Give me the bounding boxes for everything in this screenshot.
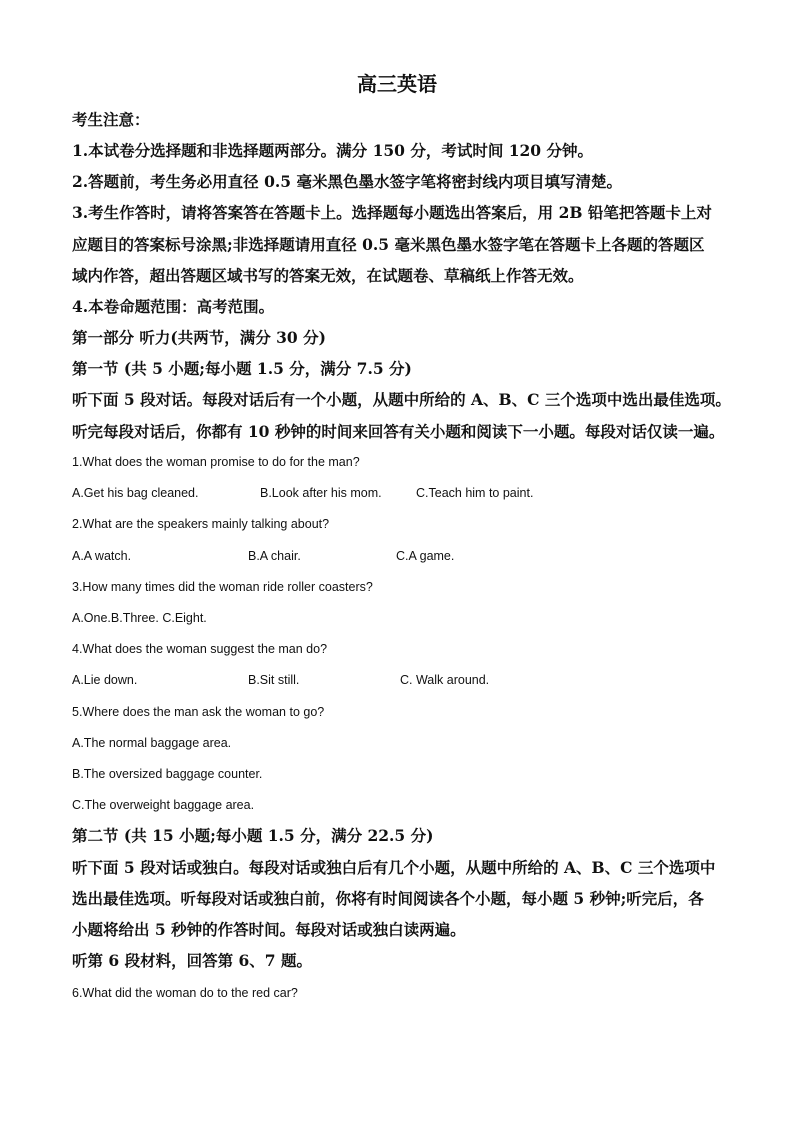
q4-option-a: A.Lie down.: [72, 673, 138, 687]
q2-option-b: B.A chair.: [248, 549, 301, 563]
q2-option-c: C.A game.: [396, 549, 455, 563]
q2-option-a: A.A watch.: [72, 549, 132, 563]
section1-heading: 第一节 (共 5 小题;每小题 1.5 分，满分 7.5 分): [72, 359, 412, 378]
page-title: 高三英语: [357, 72, 437, 96]
notice-item: 4.本卷命题范围：高考范围。: [72, 297, 275, 316]
q5-option-c: C.The overweight baggage area.: [72, 798, 255, 812]
section2-heading: 第二节 (共 15 小题;每小题 1.5 分，满分 22.5 分): [72, 826, 434, 845]
q1-option-c: C.Teach him to paint.: [416, 486, 534, 500]
part1-heading: 第一部分 听力(共两节，满分 30 分): [72, 328, 326, 347]
q1-option-a: A.Get his bag cleaned.: [72, 486, 199, 500]
q5-option-b: B.The oversized baggage counter.: [72, 767, 263, 781]
question-5: 5.Where does the man ask the woman to go?: [72, 705, 325, 719]
q5-option-a: A.The normal baggage area.: [72, 736, 232, 750]
question-4: 4.What does the woman suggest the man do?: [72, 642, 328, 656]
notice-heading: 考生注意：: [72, 110, 150, 129]
notice-item: 2.答题前，考生务必用直径 0.5 毫米黑色墨水签字笔将密封线内项目填写清楚。: [72, 172, 622, 191]
q4-option-c: C. Walk around.: [400, 673, 490, 687]
question-6: 6.What did the woman do to the red car?: [72, 986, 298, 1000]
question-2: 2.What are the speakers mainly talking about?: [72, 517, 330, 531]
q4-option-b: B.Sit still.: [248, 673, 300, 687]
q3-options: A.One.B.Three. C.Eight.: [72, 611, 207, 625]
section2-instruction: 选出最佳选项。听每段对话或独白前，你将有时间阅读各个小题，每小题 5 秒钟;听完后，各: [72, 889, 704, 908]
section1-instruction: 听完每段对话后，你都有 10 秒钟的时间来回答有关小题和阅读下一小题。每段对话仅读一遍。: [72, 422, 725, 441]
notice-item: 域内作答，超出答题区域书写的答案无效，在试题卷、草稿纸上作答无效。: [72, 266, 584, 285]
notice-item: 应题目的答案标号涂黑;非选择题请用直径 0.5 毫米黑色墨水签字笔在答题卡上各题的答题区: [72, 235, 705, 254]
material-heading: 听第 6 段材料，回答第 6、7 题。: [72, 951, 312, 970]
section2-instruction: 小题将给出 5 秒钟的作答时间。每段对话或独白读两遍。: [72, 920, 466, 939]
question-1: 1.What does the woman promise to do for the man?: [72, 455, 360, 469]
question-3: 3.How many times did the woman ride roller coasters?: [72, 580, 373, 594]
section1-instruction: 听下面 5 段对话。每段对话后有一个小题，从题中所给的 A、B、C 三个选项中选出最佳选项。: [72, 390, 731, 409]
q1-option-b: B.Look after his mom.: [260, 486, 382, 500]
notice-item: 3.考生作答时，请将答案答在答题卡上。选择题每小题选出答案后，用 2B 铅笔把答题卡上对: [72, 203, 712, 222]
section2-instruction: 听下面 5 段对话或独白。每段对话或独白后有几个小题，从题中所给的 A、B、C 三个选项中: [72, 858, 716, 877]
notice-item: 1.本试卷分选择题和非选择题两部分。满分 150 分，考试时间 120 分钟。: [72, 141, 593, 160]
